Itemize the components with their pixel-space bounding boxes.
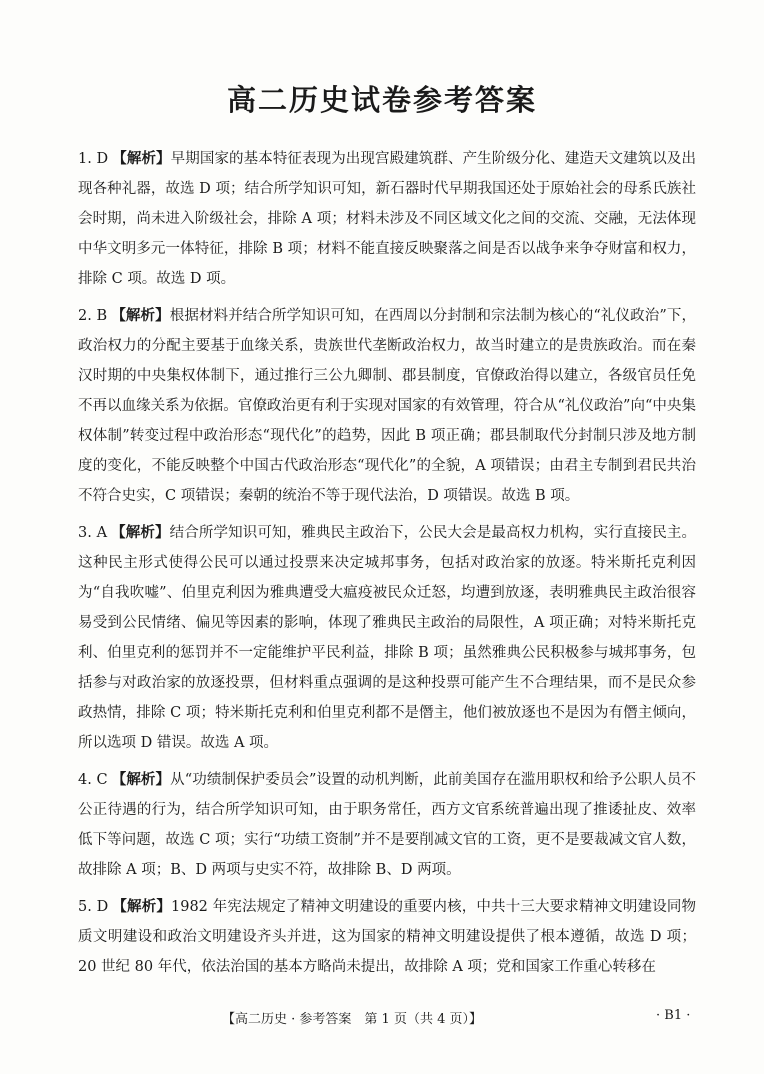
answer-item-5 — [78, 892, 696, 982]
page-title: 高二历史试卷参考答案 — [226, 83, 537, 117]
answer-text: 从“功绩制保护委员会”设置的动机判断，此前美国存在滥用职权和给予公职人员不公正待遇的行为，结合所学知识可知，由于职务常任，西方文官系统普遍出现了推诿扯皮、效率低下等问题，故选 C 项；实行“功绩工资制”并不是要削减文官的工资，更不是要裁减文官人数，故排除 A 项；B、D 两项与史实不符，故排除 B、D 两项。 — [78, 772, 696, 878]
analysis-label: 【解析】 — [112, 898, 171, 915]
answer-number: 3. A — [78, 525, 108, 541]
answer-paragraph — [78, 144, 696, 294]
answer-paragraph — [78, 765, 696, 885]
analysis-label: 【解析】 — [112, 150, 171, 167]
answer-paragraph — [78, 892, 696, 982]
analysis-label: 【解析】 — [111, 524, 170, 541]
footer-code: · B1 · — [656, 1008, 691, 1023]
answer-paragraph — [78, 518, 696, 758]
footer-page-info: 【高二历史 · 参考答案 第 1 页（共 4 页）】 — [222, 1012, 482, 1027]
answer-number: 4. C — [78, 772, 108, 788]
answer-item-4 — [78, 765, 696, 885]
page-footer — [0, 1008, 764, 1027]
answer-text: 结合所学知识可知，雅典民主政治下，公民大会是最高权力机构，实行直接民主。这种民主形式使得公民可以通过投票来决定城邦事务，包括对政治家的放逐。特米斯托克利因为“自我吹嘘”、伯里克利因为雅典遭受大瘟疫被民众迁怒，均遭到放逐，表明雅典民主政治很容易受到公民情绪、偏见等因素的影响，体现了雅典民主政治的局限性，A 项正确；对特米斯托克利、伯里克利的惩罚并不一定能维护平民利益，排除 B 项；虽然雅典公民积极参与城邦事务，包括参与对政治家的放逐投票，但材料重点强调的是这种投票可能产生不合理结果，而不是民众参政热情，排除 C 项；特米斯托克利和伯里克利都不是僭主，他们被放逐也不是因为有僭主倾向，所以选项 D 错误。故选 A 项。 — [78, 525, 697, 751]
answer-text: 早期国家的基本特征表现为出现宫殿建筑群、产生阶级分化、建造天文建筑以及出现各种礼器，故选 D 项；结合所学知识可知，新石器时代早期我国还处于原始社会的母系氏族社会时期，尚未进入阶级社会，排除 A 项；材料未涉及不同区域文化之间的交流、交融，无法体现中华文明多元一体特征，排除 B 项；材料不能直接反映聚落之间是否以战争来争夺财富和权力，排除 C 项。故选 D 项。 — [78, 151, 697, 287]
answer-item-3 — [78, 518, 696, 758]
answer-number: 2. B — [78, 308, 108, 324]
answer-list — [78, 144, 696, 989]
answer-text: 根据材料并结合所学知识可知，在西周以分封制和宗法制为核心的“礼仪政治”下，政治权力的分配主要基于血缘关系，贵族世代垄断政治权力，故当时建立的是贵族政治。而在秦汉时期的中央集权体制下，通过推行三公九卿制、郡县制度，官僚政治得以建立，各级官员任免不再以血缘关系为依据。官僚政治更有利于实现对国家的有效管理，符合从“礼仪政治”向“中央集权体制”转变过程中政治形态“现代化”的趋势，因此 B 项正确；郡县制取代分封制只涉及地方制度的变化，不能反映整个中国古代政治形态“现代化”的全貌，A 项错误；由君主专制到君民共治不符合史实，C 项错误；秦朝的统治不等于现代法治，D 项错误。故选 B 项。 — [78, 308, 696, 504]
answer-item-1 — [78, 144, 696, 294]
answer-paragraph — [78, 301, 696, 511]
answer-text: 1982 年宪法规定了精神文明建设的重要内核，中共十三大要求精神文明建设同物质文明建设和政治文明建设齐头并进，这为国家的精神文明建设提供了根本遵循，故选 D 项；20 世纪 80 年代，依法治国的基本方略尚未提出，故排除 A 项；党和国家工作重心转移在 — [78, 899, 697, 975]
answer-number: 1. D — [78, 151, 109, 167]
analysis-label: 【解析】 — [111, 307, 170, 324]
answer-number: 5. D — [78, 899, 109, 915]
answer-item-2 — [78, 301, 696, 511]
analysis-label: 【解析】 — [111, 771, 171, 788]
